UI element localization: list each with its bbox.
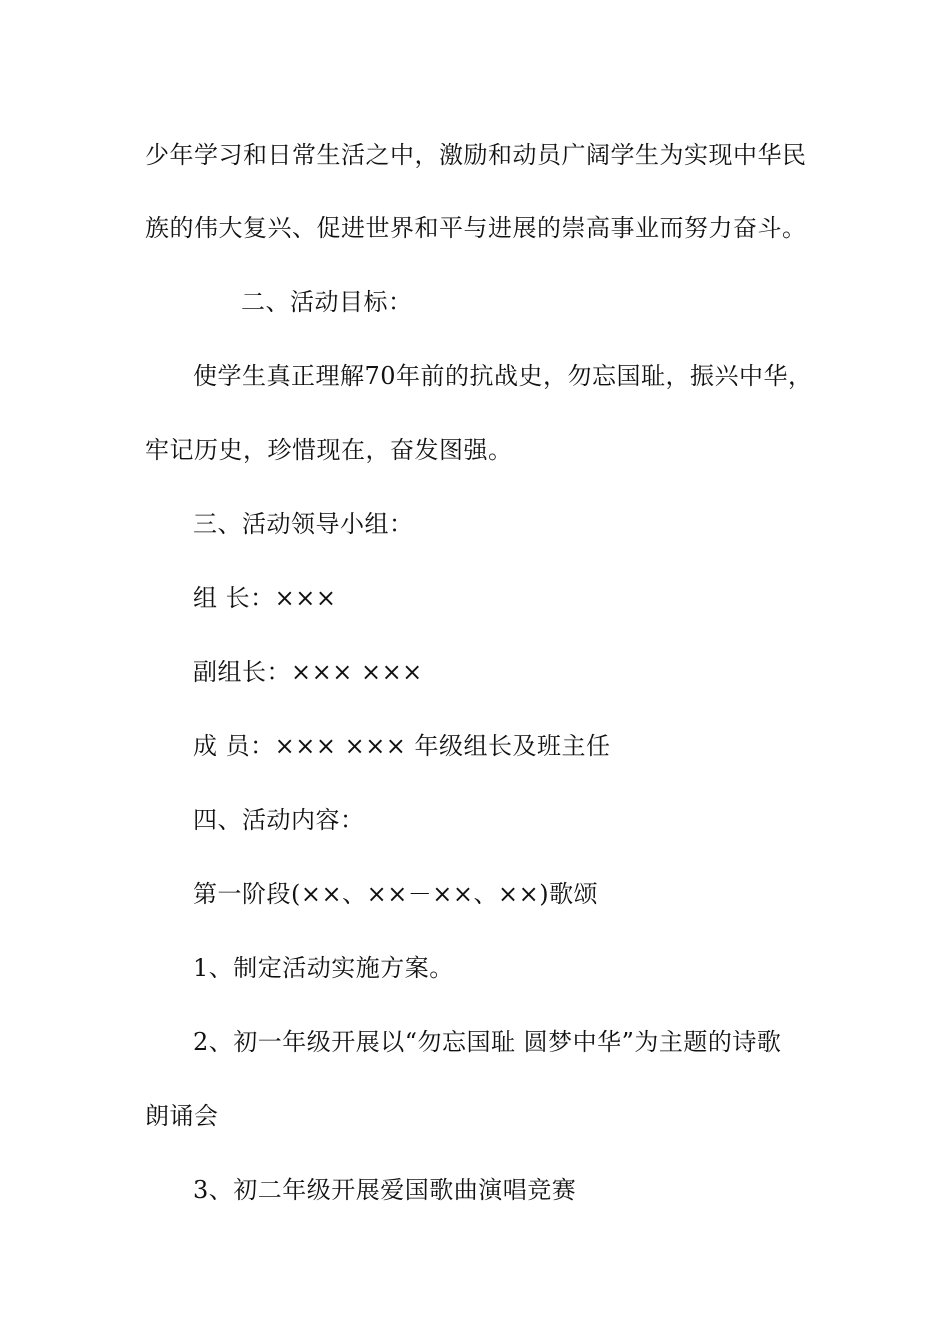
- list-item-3: 3、初二年级开展爱国歌曲演唱竞赛: [193, 1176, 577, 1204]
- list-item-2-line-2: 朗诵会: [145, 1102, 219, 1130]
- list-item-2-line-1: 2、初一年级开展以“勿忘国耻 圆梦中华”为主题的诗歌: [193, 1028, 782, 1056]
- goals-text-line-2: 牢记历史，珍惜现在，奋发图强。: [145, 436, 513, 464]
- members-line: 成 员：××× ××× 年级组长及班主任: [193, 732, 611, 760]
- section-heading-leadership: 三、活动领导小组：: [193, 510, 414, 538]
- list-item-1: 1、制定活动实施方案。: [193, 954, 454, 982]
- section-heading-content: 四、活动内容：: [193, 806, 365, 834]
- paragraph-line-end: 族的伟大复兴、促进世界和平与进展的崇高事业而努力奋斗。: [145, 214, 807, 242]
- leader-line: 组 长：×××: [193, 584, 337, 612]
- phase-one-heading: 第一阶段(××、××－××、××)歌颂: [193, 880, 599, 908]
- section-heading-goals: 二、活动目标：: [241, 288, 413, 316]
- deputy-leader-line: 副组长：××× ×××: [193, 658, 423, 686]
- paragraph-line-continuation: 少年学习和日常生活之中，激励和动员广阔学生为实现中华民: [145, 141, 807, 169]
- goals-text-line-1: 使学生真正理解70年前的抗战史，勿忘国耻，振兴中华，: [193, 362, 813, 390]
